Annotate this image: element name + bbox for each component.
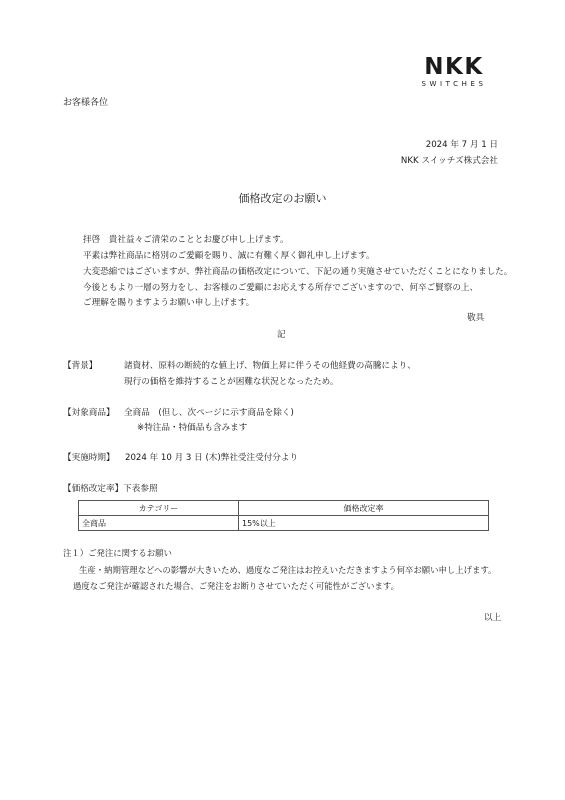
logo-sub-text: SWITCHES (421, 80, 487, 88)
background-line-2: 現行の価格を維持することが困難な状況となったため。 (124, 377, 339, 387)
table-header-row (79, 501, 489, 516)
price-rate-table (78, 500, 489, 531)
nkk-logo (406, 55, 502, 89)
table-cell-category: 全商品 (79, 516, 239, 531)
greeting-line-3: 大変恐縮ではございますが、弊社商品の価格改定について、下記の通り実施させていただくことになりました。 (83, 267, 513, 277)
greeting-line-5: ご理解を賜りますようお願い申し上げます。 (83, 298, 255, 308)
company-name: NKK スイッチズ株式会社 (400, 156, 498, 166)
background-line-1: 諸資材、原料の断続的な値上げ、物価上昇に伴うその他経費の高騰により、 (124, 361, 416, 371)
closing-ijo: 以上 (484, 613, 502, 623)
note-line-1: 生産・納期管理などへの影響が大きいため、過度なご発注はお控えいただきますよう何卒お願い申し上げます。 (79, 565, 497, 575)
note-line-2: 過度なご発注が確認された場合、ご発注をお断りさせていただく可能性がございます。 (73, 581, 399, 591)
rate-heading: 【価格改定率】下表参照 (63, 484, 158, 494)
date: 2024 年 7 月 1 日 (425, 140, 498, 150)
document-title: 価格改定のお願い (238, 192, 327, 205)
table-header-rate: 価格改定率 (239, 501, 489, 516)
background-label: 【背景】 (63, 361, 98, 371)
target-line-2: ※特注品・特価品も含みます (137, 423, 248, 433)
table-row (79, 516, 489, 531)
target-line-1: 全商品 (但し、次ページに示す商品を除く) (124, 408, 294, 418)
timing-value: 2024 年 10 月 3 日 (木)弊社受注受付分より (125, 453, 299, 463)
table-cell-rate: 15%以上 (239, 516, 489, 531)
logo-main-text: NKK (424, 54, 484, 80)
closing-keigu: 敬具 (467, 313, 485, 323)
greeting-line-4: 今後ともより一層の努力をし、お客様のご愛顧にお応えする所存でございますので、何卒ご賢察の上、 (83, 283, 479, 293)
ki-marker: 記 (277, 330, 286, 340)
table-header-category: カテゴリー (79, 501, 239, 516)
note-title: 注１）ご発注に関するお願い (63, 548, 172, 558)
timing-label: 【実施時期】 (63, 453, 115, 463)
greeting-line-2: 平素は弊社商品に格別のご愛顧を賜り、誠に有難く厚く御礼申し上げます。 (83, 251, 375, 261)
addressee: お客様各位 (63, 98, 109, 108)
greeting-line-1: 拝啓 貴社益々ご清栄のこととお慶び申し上げます。 (83, 235, 289, 245)
target-label: 【対象商品】 (63, 408, 115, 418)
